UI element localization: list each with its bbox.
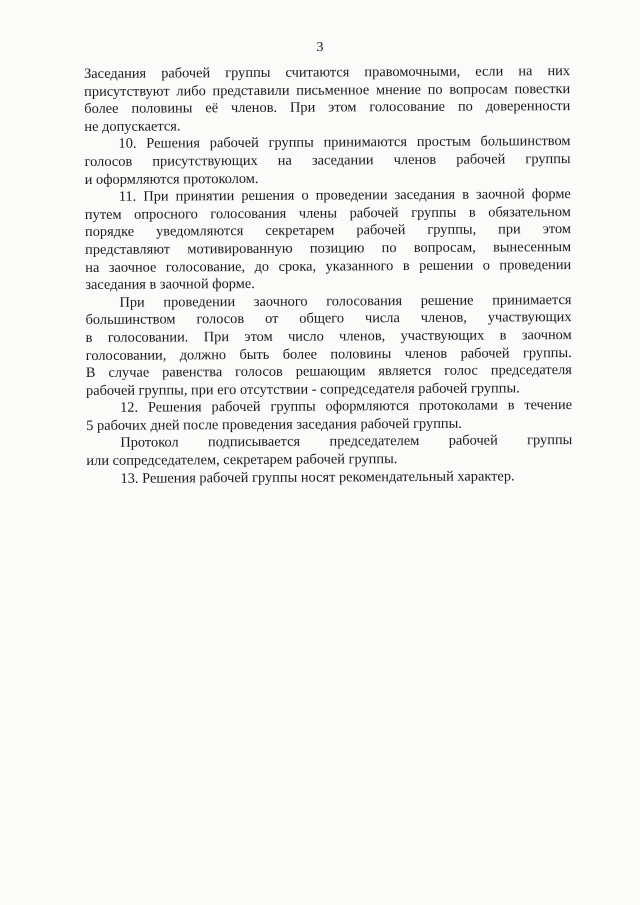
text-line: присутствуют либо представили письменное мнение по вопросам повестки [84,80,571,100]
paragraph-item-12 [86,397,572,435]
paragraph-item-13 [86,468,572,489]
text-line: представляют мотивированную позицию по вопросам, вынесенным [85,238,572,258]
text-line: 13. Решения рабочей группы носят рекомендательный характер. [120,468,515,487]
text-line: В случае равенства голосов решающим является голос председателя [85,362,572,382]
text-line: голосовании, должно быть более половины членов рабочей группы. [85,344,572,364]
text-line: 5 рабочих дней после проведения заседания рабочей группы. [86,415,462,434]
text-line: путем опросного голосования члены рабочей группы в обязательном [84,203,571,223]
page-number: 3 [316,40,324,55]
text-line: на заочное голосование, до срока, указанного в решении о проведении [85,256,572,276]
paragraph-item-11 [85,186,572,295]
paragraph-protocol-signing [86,432,572,470]
text-line: Заседания рабочей группы считаются правомочными, если на них [84,63,571,82]
text-line: голосов присутствующих на заседании членов рабочей группы [84,150,571,170]
text-line: не допускается. [84,118,181,135]
text-line: 12. Решения рабочей группы оформляются протоколами в течение [120,397,573,417]
text-line: Протокол подписывается председателем рабочей группы [120,432,573,452]
paragraph-absentee-voting [85,292,572,401]
text-line: 10. Решения рабочей группы принимаются простым большинством [118,133,571,153]
text-line: в голосовании. При этом число членов, участвующих в заочном [85,326,572,346]
paragraph-item-10 [84,133,570,189]
text-line: При проведении заочного голосования решение принимается [119,291,572,311]
text-line: порядке уведомляются секретарем рабочей группы, при этом [84,221,572,241]
text-line: заседания в заочной форме. [85,276,255,294]
text-line: 11. При принятии решения о проведении заседания в заочной форме [118,186,571,205]
text-line: более половины её членов. При этом голосование по доверенности [84,98,571,118]
document-body [84,63,573,488]
text-line: или сопредседателем, секретарем рабочей группы. [86,451,398,470]
text-line: рабочей группы, при его отсутствии - сопредседателя рабочей группы. [85,380,520,399]
text-line: и оформляются протоколом. [84,170,259,188]
text-line: большинством голосов от общего числа членов, участвующих [85,309,572,329]
paragraph-quorum [84,63,570,136]
